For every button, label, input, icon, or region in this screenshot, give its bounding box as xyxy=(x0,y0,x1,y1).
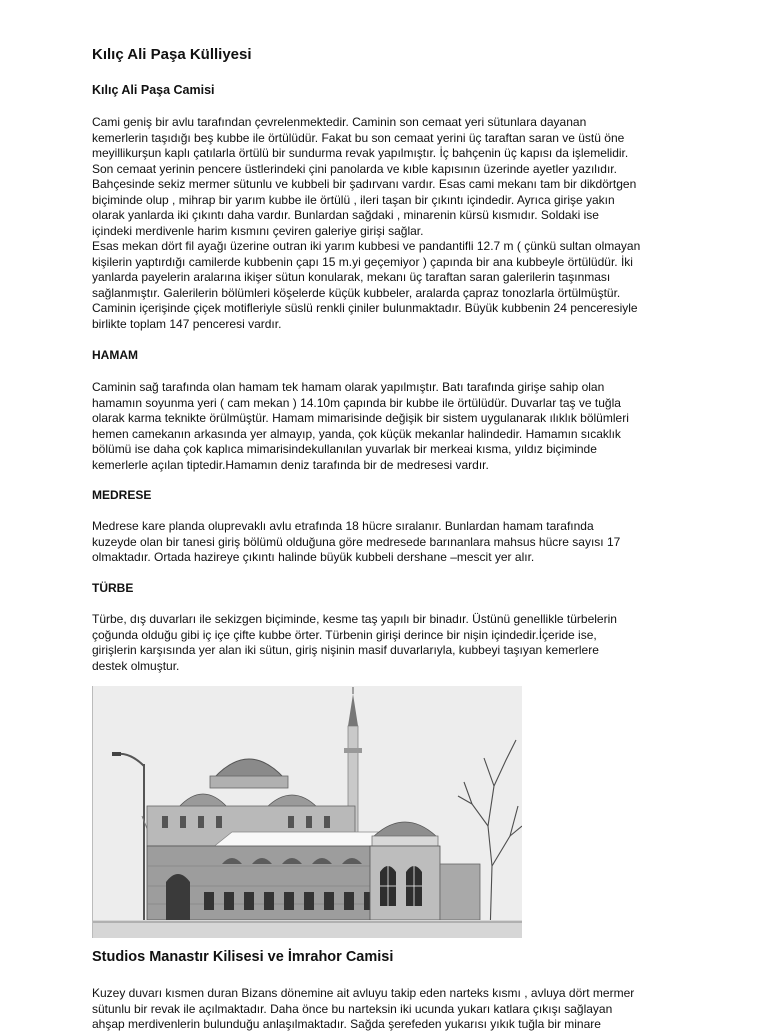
section-heading-turbe: TÜRBE xyxy=(92,581,134,595)
text-line: Bahçesinde sekiz mermer sütunlu ve kubbeli bir şadırvanı vardır. Esas cami mekanı tam bir dikdörtgen xyxy=(92,177,637,191)
paragraph-cami xyxy=(92,115,640,332)
text-line: birlikte toplam 147 penceresi vardır. xyxy=(92,316,282,331)
text-line: Son cemaat yerinin pencere üstlerindeki çini panolarda ve kıble kapısının üzerinde ayetler yazılıdır. xyxy=(92,161,617,176)
text-line: çoğunda olduğu gibi iç içe çifte kubbe örter. Türbenin girişi derince bir nişin içindedir.İçeride ise, xyxy=(92,627,597,642)
paragraph-studios xyxy=(92,986,634,1033)
document-title: Kılıç Ali Paşa Külliyesi xyxy=(92,46,252,63)
text-line: sağlanmıştır. Galerilerin bölümleri köşelerde küçük kubbeler, aralarda çapraz tonozlarla örtülmüştür. xyxy=(92,285,621,300)
text-line: Caminin içerişinde çiçek motifleriyle süslü renkli çiniler bulunmaktadır. Büyük kubbenin 24 penceresiyle xyxy=(92,301,638,315)
text-line: Kuzey duvarı kısmen duran Bizans dönemine ait avluyu takip eden narteks kısmı , avluya dört mermer xyxy=(92,986,635,1000)
text-line: meyillikurşun kaplı çatılarla örtülü bir sundurma revak yapılmıştır. İç bahçenin üç kapısı da işlemelidir. xyxy=(92,146,629,160)
text-line: kuzeyde olan bir tanesi giriş bölümü olduğuna göre medresede barınanlara mahsus hücre sayısı 17 xyxy=(92,534,621,549)
text-line: kemerlerin taşıdığı beş kubbe ile örtülüdür. Fakat bu son cemaat yerini üç taraftan saran ve üstü öne xyxy=(92,130,625,145)
text-line: olmaktadır. Ortada hazireye çıkıntı halinde büyük kubbeli dershane –mescit yer alır. xyxy=(92,550,535,564)
paragraph-medrese xyxy=(92,519,620,566)
text-line: girişlerin karşısında yer alan iki sütun, giriş nişinin masif duvarlarıyla, kubbeyi taşıyan kemerlere xyxy=(92,643,599,657)
text-line: destek olmuştur. xyxy=(92,658,180,673)
text-line: Türbe, dış duvarları ile sekizgen biçiminde, kesme taş yapılı bir binadır. Üstünü genellikle türbelerin xyxy=(92,612,617,626)
text-line: olarak karma teknikte örülmüştür. Hamam mimarisinde değişik bir sistem uygulanarak ılıklık bölümleri xyxy=(92,411,629,425)
text-line: olarak yanlarda iki çıkıntı daha vardır. Bunlardan sağdaki , minarenin kürsü kısmıdır. Soldaki ise xyxy=(92,208,599,222)
text-line: bölümü ise daha çok kaplıca mimarisindekullanılan yuvarlak bir merkeai kısma, yıldız biçiminde xyxy=(92,442,597,456)
section-heading-medrese: MEDRESE xyxy=(92,488,152,502)
paragraph-turbe xyxy=(92,612,617,674)
section-heading-hamam: HAMAM xyxy=(92,348,138,362)
text-line: Esas mekan dört fil ayağı üzerine outran iki yarım kubbesi ve pandantifli 12.7 m ( çünkü sultan olmayan xyxy=(92,239,641,253)
section-title-cami: Kılıç Ali Paşa Camisi xyxy=(92,83,215,97)
mosque-photo xyxy=(92,686,522,938)
section-title-studios: Studios Manastır Kilisesi ve İmrahor Camisi xyxy=(92,949,394,965)
text-line: hemen camekanın arkasında yer almayıp, yanda, çok küçük mekanlar halindedir. Hamamın sıcaklık xyxy=(92,426,621,441)
text-line: kemerlerle açılan tiptedir.Hamamın deniz tarafında bir de medresesi vardır. xyxy=(92,457,489,472)
text-line: Medrese kare planda oluprevaklı avlu etrafında 18 hücre sıralanır. Bunlardan hamam tarafında xyxy=(92,519,594,533)
text-line: yanlarda payelerin aralarına ikişer sütun konularak, mekanı üç taraftan saran galerilerin taşınması xyxy=(92,270,611,284)
text-line: kişilerin yaptırdığı camilerde kubbenin çapı 15 m.yi geçemiyor ) çapında bir ana kubbeyle örtülüdür. İki xyxy=(92,254,633,269)
text-line: hamamın soyunma yeri ( cam mekan ) 14.10m çapında bir kubbe ile örtülüdür. Duvarlar taş ve tuğla xyxy=(92,395,621,410)
text-line: biçiminde olup , mihrap bir yarım kubbe ile örtülü , ileri taşan bir çıkıntı içindedir. Ayrıca girişe yakın xyxy=(92,192,615,207)
text-line: Caminin sağ tarafında olan hamam tek hamam olarak yapılmıştır. Batı tarafında girişe sahip olan xyxy=(92,380,605,394)
text-line: içindeki merdivenle harim kısmını çeviren galeriye girişi sağlar. xyxy=(92,223,424,238)
text-line: ahşap merdivenlerin bulunduğu anlaşılmaktadır. Sağda şerefeden yukarısı yıkık tuğla bir minare xyxy=(92,1017,601,1031)
text-line: Cami geniş bir avlu tarafından çevrelenmektedir. Caminin son cemaat yeri sütunlara dayanan xyxy=(92,115,587,129)
text-line: sütunlu bir revak ile açılmaktadır. Daha önce bu narteksin iki ucunda yukarı katlara çıkışı sağlayan xyxy=(92,1001,613,1016)
paragraph-hamam xyxy=(92,380,629,473)
